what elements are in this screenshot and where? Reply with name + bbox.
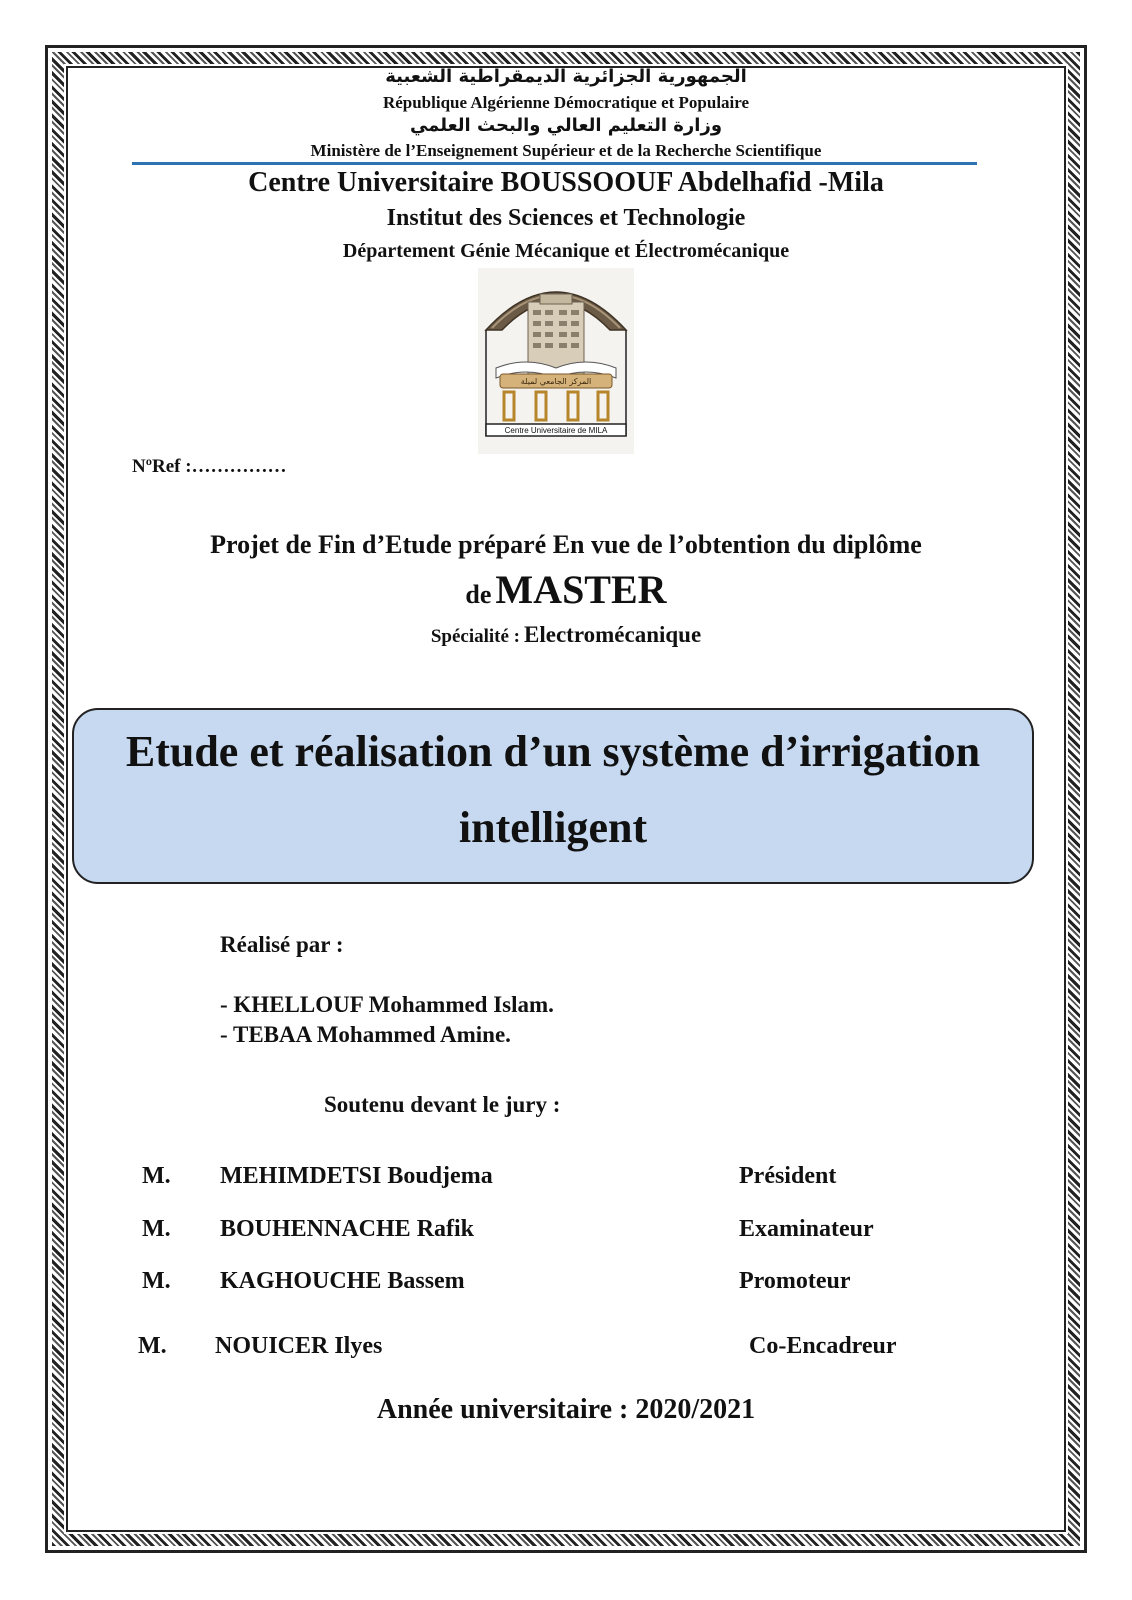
jury-2-title: M. (142, 1216, 171, 1242)
thesis-title-line-1: Etude et réalisation d’un système d’irrigation (125, 727, 981, 776)
jury-4-title: M. (138, 1333, 167, 1359)
project-statement: Projet de Fin d’Etude préparé En vue de l’obtention du diplôme (210, 530, 922, 559)
logo-banner-text: المركز الجامعي لميلة (520, 377, 592, 386)
jury-label: Soutenu devant le jury : (324, 1092, 561, 1117)
jury-4-name: NOUICER Ilyes (215, 1333, 383, 1359)
degree-prefix: de (465, 580, 492, 609)
jury-1-name: MEHIMDETSI Boudjema (220, 1163, 493, 1189)
specialty-label: Spécialité : (430, 626, 521, 647)
university-logo (478, 268, 634, 454)
header-divider (132, 162, 977, 165)
degree-line (0, 566, 1132, 613)
ministry-french: Ministère de l’Enseignement Supérieur et de la Recherche Scientifique (310, 141, 822, 160)
jury-1-role: Président (739, 1163, 837, 1189)
jury-1-title: M. (142, 1163, 171, 1189)
jury-3-name: KAGHOUCHE Bassem (220, 1268, 465, 1294)
institute-name: Institut des Sciences et Technologie (386, 205, 746, 231)
logo-caption: Centre Universitaire de MILA (504, 426, 608, 435)
jury-3-role: Promoteur (739, 1268, 851, 1294)
specialty-value: Electromécanique (524, 622, 702, 647)
jury-2-role: Examinateur (739, 1216, 874, 1242)
author-2: - TEBAA Mohammed Amine. (220, 1022, 511, 1047)
jury-2-name: BOUHENNACHE Rafik (220, 1216, 475, 1242)
thesis-title-box (72, 708, 1034, 884)
authors-label: Réalisé par : (220, 932, 344, 957)
republic-arabic: الجمهورية الجزائرية الديمقراطية الشعبية (385, 66, 747, 87)
jury-3-title: M. (142, 1268, 171, 1294)
department-name: Département Génie Mécanique et Électromécanique (342, 240, 790, 262)
thesis-title-line-2: intelligent (458, 803, 648, 852)
degree-title: MASTER (495, 567, 667, 612)
reference-number: NºRef :…………… (132, 456, 287, 477)
academic-year: Année universitaire : 2020/2021 (376, 1394, 756, 1425)
specialty-line (0, 622, 1132, 648)
republic-french: République Algérienne Démocratique et Populaire (382, 93, 750, 112)
author-1: - KHELLOUF Mohammed Islam. (220, 992, 554, 1017)
jury-4-role: Co-Encadreur (749, 1333, 897, 1359)
university-name: Centre Universitaire BOUSSOOUF Abdelhafid -Mila (248, 167, 884, 198)
ministry-arabic: وزارة التعليم العالي والبحث العلمي (409, 115, 723, 136)
